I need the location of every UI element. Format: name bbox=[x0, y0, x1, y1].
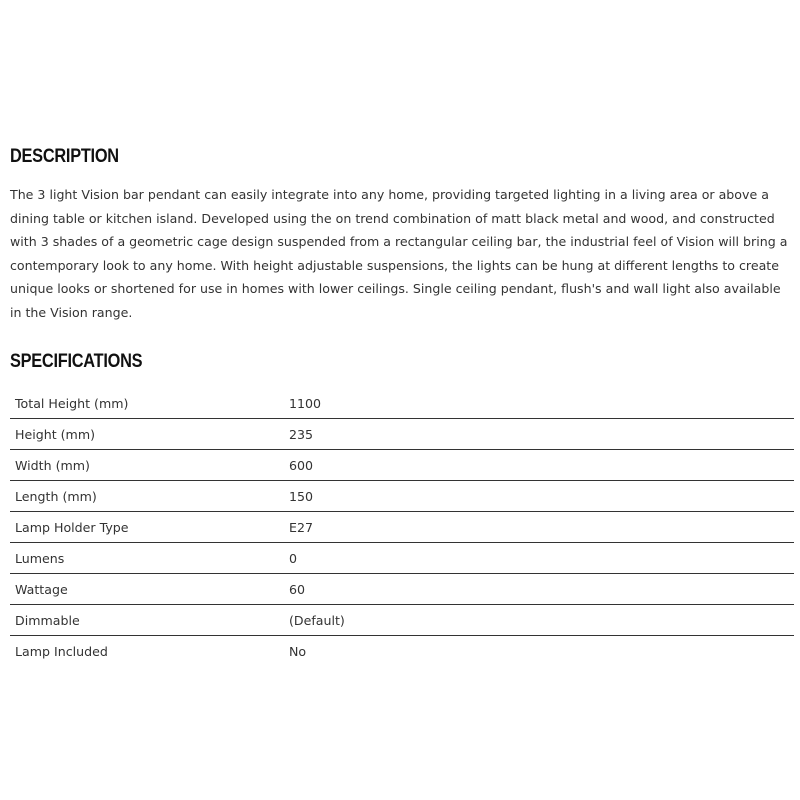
spec-value: 235 bbox=[283, 419, 794, 450]
spec-value: E27 bbox=[283, 512, 794, 543]
spec-row-width bbox=[10, 450, 794, 481]
specifications-table bbox=[10, 388, 794, 666]
spec-label: Height (mm) bbox=[10, 419, 283, 450]
description-heading: DESCRIPTION bbox=[10, 146, 119, 167]
spec-row-height bbox=[10, 419, 794, 450]
spec-label: Lumens bbox=[10, 543, 283, 574]
spec-label: Lamp Holder Type bbox=[10, 512, 283, 543]
spec-row-length bbox=[10, 481, 794, 512]
spec-label: Total Height (mm) bbox=[10, 388, 283, 419]
spec-row-lamp-holder-type bbox=[10, 512, 794, 543]
spec-value: 1100 bbox=[283, 388, 794, 419]
spec-label: Length (mm) bbox=[10, 481, 283, 512]
spec-row-wattage bbox=[10, 574, 794, 605]
spec-value: (Default) bbox=[283, 605, 794, 636]
spec-label: Width (mm) bbox=[10, 450, 283, 481]
description-text: The 3 light Vision bar pendant can easily integrate into any home, providing targeted lighting in a living area or above a dining table or kitchen island. Developed using the on trend combination of matt black metal and wood, and constructed with 3 shades of a geometric cage design suspended from a rectangular ceiling bar, the industrial feel of Vision will bring a contemporary look to any home. With height adjustable suspensions, the lights can be hung at different lengths to create unique looks or shortened for use in homes with lower ceilings. Single ceiling pendant, flush's and wall light also available in the Vision range. bbox=[10, 187, 788, 320]
spec-row-lamp-included bbox=[10, 636, 794, 667]
spec-label: Lamp Included bbox=[15, 643, 108, 659]
specifications-heading: SPECIFICATIONS bbox=[10, 351, 143, 372]
spec-value: 150 bbox=[283, 481, 794, 512]
spec-value: No bbox=[289, 643, 307, 659]
spec-row-dimmable bbox=[10, 605, 794, 636]
spec-value: 600 bbox=[283, 450, 794, 481]
spec-row-total-height bbox=[10, 388, 794, 419]
spec-value: 0 bbox=[283, 543, 794, 574]
spec-value: 60 bbox=[283, 574, 794, 605]
spec-row-lumens bbox=[10, 543, 794, 574]
spec-label: Wattage bbox=[10, 574, 283, 605]
spec-label: Dimmable bbox=[10, 605, 283, 636]
